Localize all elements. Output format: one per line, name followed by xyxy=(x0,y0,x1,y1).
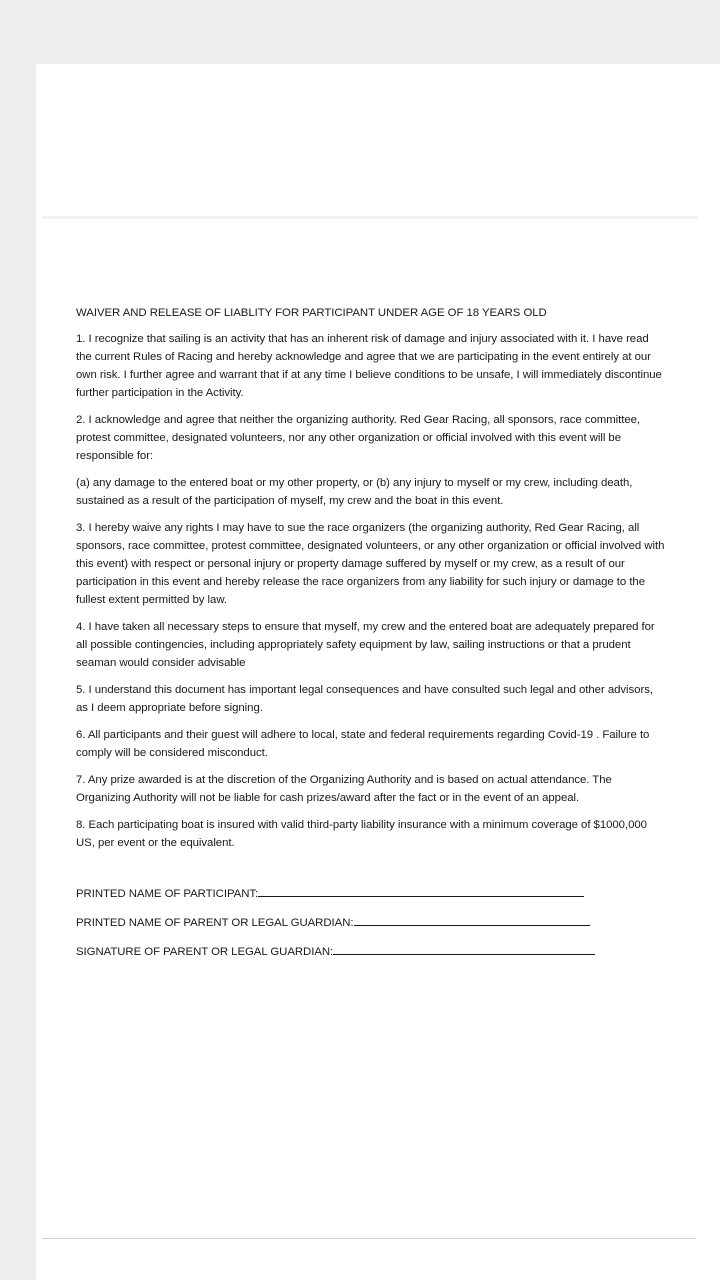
clause-3: 3. I hereby waive any rights I may have to sue the race organizers (the organizing authority, Red Gear Racing, all sponsors, race committee, protest committee, designated volunteers, or any other organization or official involved with this event) with respect or personal injury or property damage suffered by myself or my crew, as a result of our participation in this event and hereby release the race organizers from any liability for such injury or damage to the fullest extent permitted by law. xyxy=(76,522,665,606)
guardian-name-line xyxy=(76,913,666,942)
clause-1: 1. I recognize that sailing is an activity that has an inherent risk of damage and injury associated with it. I have read the current Rules of Racing and hereby acknowledge and agree that we are participating in the event entirely at our own risk. I further agree and warrant that if at any time I believe conditions to be unsafe, I will immediately discontinue further participation in the Activity. xyxy=(76,333,662,399)
clause-2: 2. I acknowledge and agree that neither the organizing authority. Red Gear Racing, all sponsors, race committee, protest committee, designated volunteers, nor any other organization or official involved with this event will be responsible for: xyxy=(76,414,641,462)
document-page xyxy=(36,64,720,1280)
clause-2-sub: (a) any damage to the entered boat or my other property, or (b) any injury to myself or my crew, including death, sustained as a result of the participation of myself, my crew and the boat in this event. xyxy=(76,477,633,507)
waiver-document xyxy=(76,304,666,971)
clause-7: 7. Any prize awarded is at the discretion of the Organizing Authority and is based on actual attendance. The Organizing Authority will not be liable for cash prizes/award after the fact or in the event of an appeal. xyxy=(76,774,612,804)
page-top-divider xyxy=(42,216,698,219)
page-bottom-divider xyxy=(42,1238,696,1239)
document-title: WAIVER AND RELEASE OF LIABLITY FOR PARTICIPANT UNDER AGE OF 18 YEARS OLD xyxy=(76,307,547,319)
clause-4: 4. I have taken all necessary steps to ensure that myself, my crew and the entered boat are adequately prepared for all possible contingencies, including appropriately safety equipment by law, sailing instructions or that a prudent seaman would consider advisable xyxy=(76,621,655,669)
clause-5: 5. I understand this document has important legal consequences and have consulted such legal and other advisors, as I deem appropriate before signing. xyxy=(76,684,653,714)
guardian-name-blank[interactable] xyxy=(354,913,590,926)
guardian-signature-line xyxy=(76,942,666,971)
guardian-signature-blank[interactable] xyxy=(333,942,595,955)
participant-name-line xyxy=(76,884,666,913)
participant-name-blank[interactable] xyxy=(258,884,584,897)
guardian-name-label: PRINTED NAME OF PARENT OR LEGAL GUARDIAN: xyxy=(76,917,354,929)
participant-name-label: PRINTED NAME OF PARTICIPANT: xyxy=(76,888,259,900)
guardian-signature-label: SIGNATURE OF PARENT OR LEGAL GUARDIAN: xyxy=(76,946,334,958)
clause-6: 6. All participants and their guest will adhere to local, state and federal requirements regarding Covid-19 . Failure to comply will be considered misconduct. xyxy=(76,729,650,759)
signature-block xyxy=(76,884,666,971)
clause-8: 8. Each participating boat is insured with valid third-party liability insurance with a minimum coverage of $1000,000 US, per event or the equivalent. xyxy=(76,819,647,849)
